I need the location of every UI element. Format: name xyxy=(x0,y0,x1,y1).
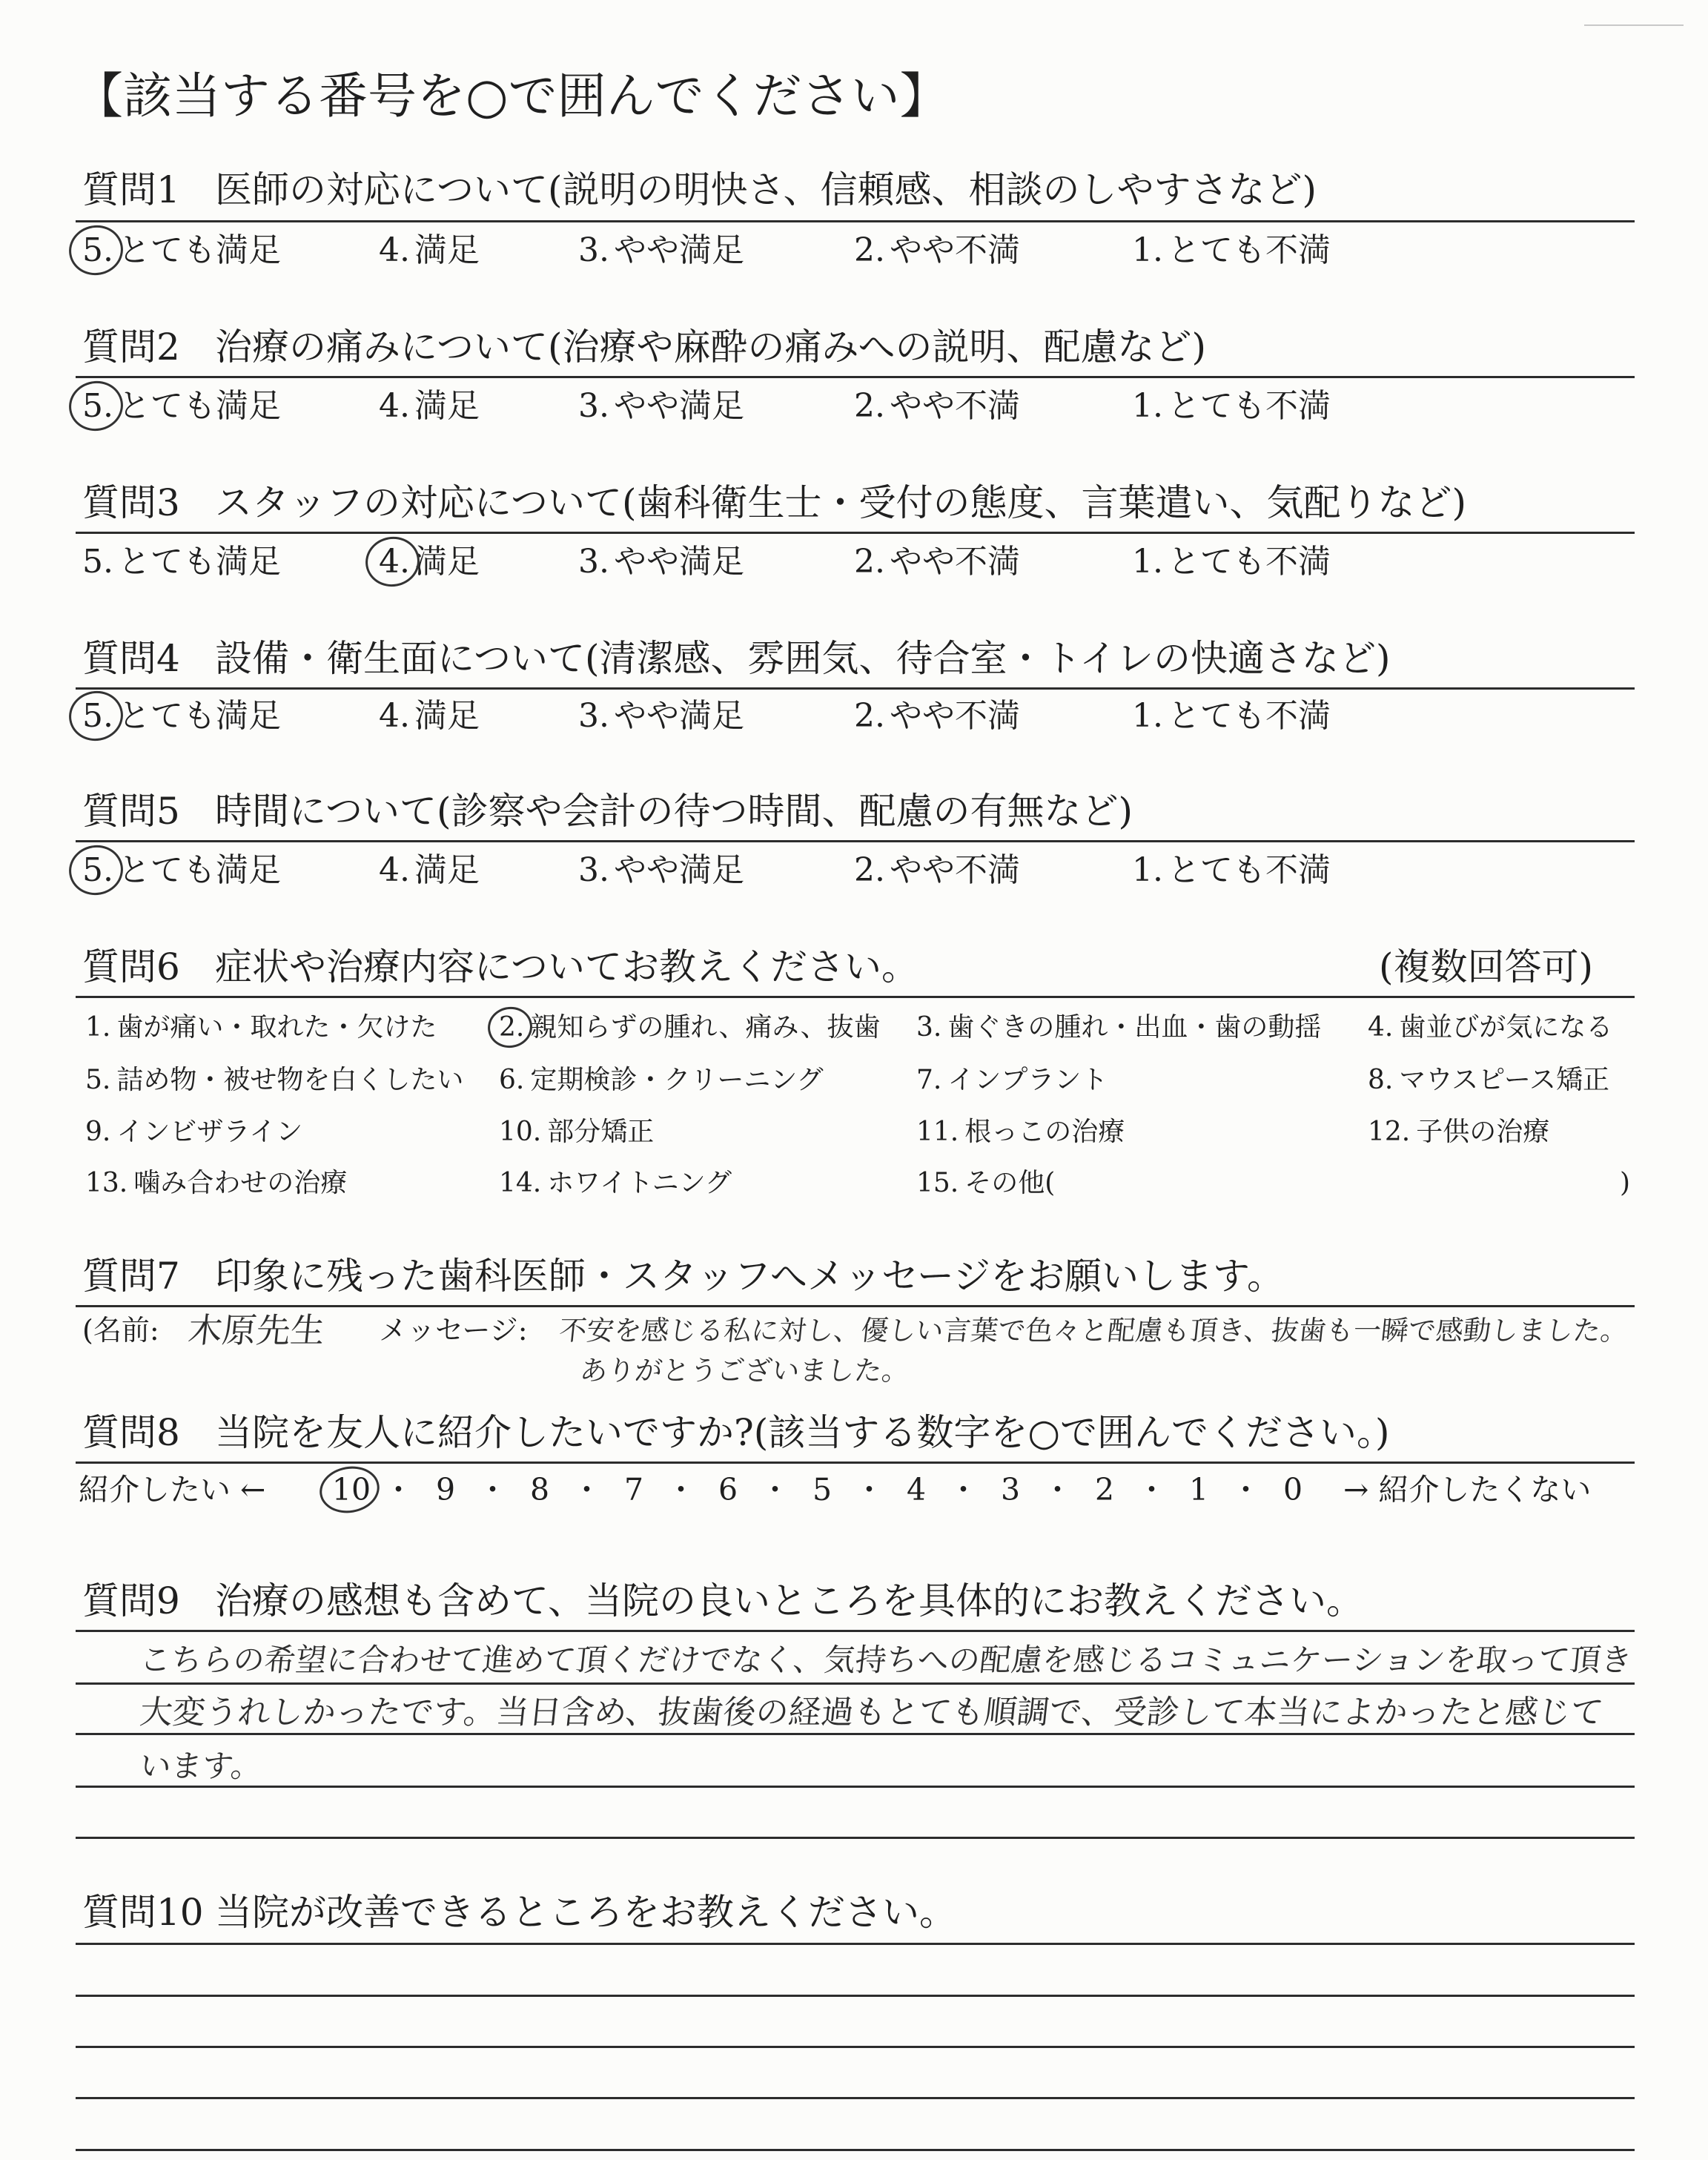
handwritten-message-line-1: 不安を感じる私に対し、優しい言葉で色々と配慮も頂き、抜歯も一瞬で感動しました。 xyxy=(557,1315,1630,1347)
option-number: 2. xyxy=(499,1011,524,1043)
question-1-options xyxy=(0,231,1708,276)
scale-separator: ・ xyxy=(1042,1472,1073,1507)
option-label: とても不満 xyxy=(1167,851,1331,889)
writing-line xyxy=(76,1733,1635,1735)
question-1-option-5 xyxy=(82,231,281,271)
scale-value-9 xyxy=(426,1472,466,1508)
scale-value-5 xyxy=(802,1472,842,1508)
option-label: やや満足 xyxy=(613,387,744,425)
scale-number: 9 xyxy=(435,1472,456,1507)
option-label: やや不満 xyxy=(889,543,1020,581)
symptom-option-12 xyxy=(1368,1116,1549,1148)
option-label: やや満足 xyxy=(613,697,744,735)
question-5-option-1 xyxy=(1132,851,1331,891)
question-10-number: 質問10 xyxy=(82,1891,204,1934)
option-label: マウスピース矯正 xyxy=(1399,1065,1610,1095)
question-6-multiple-note: (複数回答可) xyxy=(1379,945,1594,988)
option-number: 11. xyxy=(916,1117,959,1147)
question-5-options xyxy=(0,851,1708,896)
option-number: 4. xyxy=(379,231,410,269)
option-number: 5. xyxy=(85,1065,111,1095)
option-number: 2. xyxy=(854,697,885,735)
option-label: とても不満 xyxy=(1167,387,1331,425)
option-label: とても満足 xyxy=(117,697,281,735)
question-2-option-2 xyxy=(854,387,1020,426)
option-number: 7. xyxy=(916,1065,942,1095)
question-7-text: 印象に残った歯科医師・スタッフへメッセージをお願いします。 xyxy=(215,1255,1284,1298)
question-5-option-4 xyxy=(379,851,480,891)
option-number: 3. xyxy=(578,697,609,735)
question-4-option-1 xyxy=(1132,697,1331,736)
symptom-option-5 xyxy=(85,1064,463,1096)
question-3-number: 質問3 xyxy=(82,481,180,524)
question-2-option-5 xyxy=(82,387,281,426)
option-number: 1. xyxy=(1132,543,1163,581)
option-label: とても満足 xyxy=(117,851,281,889)
question-3-option-4 xyxy=(379,543,480,582)
option-label: とても不満 xyxy=(1167,543,1331,581)
question-8-number: 質問8 xyxy=(82,1411,180,1454)
option-number: 2. xyxy=(854,851,885,889)
symptom-option-2 xyxy=(499,1011,881,1043)
question-6-number: 質問6 xyxy=(82,945,180,988)
scale-value-1 xyxy=(1179,1472,1219,1508)
question-7-number: 質問7 xyxy=(82,1255,180,1298)
name-field-label: (名前: xyxy=(82,1314,159,1347)
scale-number: 1 xyxy=(1188,1472,1209,1507)
symptom-option-9 xyxy=(85,1116,302,1148)
option-number: 5. xyxy=(82,697,113,736)
question-7-rule xyxy=(76,1305,1635,1307)
scale-number: 5 xyxy=(812,1472,833,1507)
form-instruction-title: 【該当する番号を○で囲んでください】 xyxy=(74,67,949,125)
scale-value-10 xyxy=(331,1472,371,1508)
symptom-option-8 xyxy=(1368,1064,1609,1096)
question-3-option-5 xyxy=(82,543,281,582)
scale-separator: ・ xyxy=(666,1472,696,1507)
question-1-text: 医師の対応について(説明の明快さ、信頼感、相談のしやすさなど) xyxy=(215,168,1317,211)
option-label: 歯が痛い・取れた・欠けた xyxy=(116,1012,437,1043)
question-1-option-1 xyxy=(1132,231,1331,271)
option-label: 満足 xyxy=(414,231,480,269)
question-5-option-2 xyxy=(854,851,1020,891)
option-label: やや不満 xyxy=(889,851,1020,889)
symptom-option-4 xyxy=(1368,1011,1612,1043)
option-number: 14. xyxy=(499,1168,542,1198)
option-number: 10. xyxy=(499,1117,542,1147)
scale-separator: ・ xyxy=(854,1472,884,1507)
option-number: 9. xyxy=(85,1117,111,1147)
scale-number: 10 xyxy=(332,1472,371,1508)
scale-number: 3 xyxy=(1000,1472,1021,1507)
question-8-text: 当院を友人に紹介したいですか?(該当する数字を○で囲んでください。) xyxy=(215,1411,1390,1454)
question-2-option-1 xyxy=(1132,387,1331,426)
option-number: 15. xyxy=(916,1168,959,1198)
question-4-options xyxy=(0,697,1708,742)
handwritten-message-line-2: ありがとうございました。 xyxy=(578,1355,911,1387)
option-number: 1. xyxy=(1132,387,1163,425)
question-5-rule xyxy=(76,840,1635,842)
option-label: 歯ぐきの腫れ・出血・歯の動揺 xyxy=(947,1012,1322,1043)
scale-number: 8 xyxy=(529,1472,550,1507)
option-label: やや満足 xyxy=(613,543,744,581)
handwritten-comment-line-1: こちらの希望に合わせて進めて頂くだけでなく、気持ちへの配慮を感じるコミュニケーションを取って頂き xyxy=(138,1642,1634,1678)
writing-line xyxy=(76,1786,1635,1788)
question-3-option-3 xyxy=(578,543,744,582)
question-6-rule xyxy=(76,996,1635,998)
scale-separator: ・ xyxy=(1231,1472,1261,1507)
question-3-rule xyxy=(76,532,1635,534)
option-label: インビザライン xyxy=(116,1117,303,1147)
question-8-rule xyxy=(76,1462,1635,1464)
option-label: 根っこの治療 xyxy=(964,1117,1125,1147)
option-label: やや不満 xyxy=(889,231,1020,269)
option-label: とても満足 xyxy=(117,231,281,269)
question-4-option-5 xyxy=(82,697,281,736)
option-label: やや満足 xyxy=(613,851,744,889)
option-label: 満足 xyxy=(414,851,480,889)
question-4-number: 質問4 xyxy=(82,637,180,680)
question-4-option-2 xyxy=(854,697,1020,736)
symptom-option-10 xyxy=(499,1116,654,1148)
question-6-text: 症状や治療内容についてお教えください。 xyxy=(215,945,918,988)
writing-line xyxy=(76,2149,1635,2151)
scale-value-2 xyxy=(1085,1472,1125,1508)
scale-right-label: → 紹介したくない xyxy=(1343,1472,1592,1507)
option-number: 4. xyxy=(379,543,410,582)
option-number: 4. xyxy=(379,697,410,735)
option-number: 3. xyxy=(916,1012,942,1043)
writing-line xyxy=(76,1837,1635,1839)
option-label: ホワイトニング xyxy=(547,1168,732,1198)
handwritten-comment-line-2: 大変うれしかったです。当日含め、抜歯後の経過もとても順調で、受診して本当によかったと感じて xyxy=(138,1694,1606,1731)
question-2-rule xyxy=(76,376,1635,378)
option-number: 2. xyxy=(854,543,885,581)
symptom-option-7 xyxy=(916,1064,1108,1096)
option-label: その他( xyxy=(964,1168,1056,1198)
writing-line xyxy=(76,2097,1635,2099)
scale-separator: ・ xyxy=(383,1472,414,1507)
question-9-text: 治療の感想も含めて、当院の良いところを具体的にお教えください。 xyxy=(215,1579,1363,1622)
option-label: 詰め物・被せ物を白くしたい xyxy=(116,1065,464,1095)
option-label: 満足 xyxy=(414,543,480,581)
scale-left-label: 紹介したい ← xyxy=(79,1472,266,1507)
scale-value-7 xyxy=(614,1472,654,1508)
question-2-number: 質問2 xyxy=(82,326,180,369)
scale-separator: ・ xyxy=(477,1472,508,1507)
scale-number: 4 xyxy=(906,1472,927,1507)
question-2-options xyxy=(0,387,1708,432)
option-number: 1. xyxy=(1132,851,1163,889)
scale-value-0 xyxy=(1273,1472,1313,1508)
scale-number: 2 xyxy=(1094,1472,1115,1507)
scale-value-6 xyxy=(708,1472,748,1508)
scale-number: 0 xyxy=(1282,1472,1303,1507)
question-9-number: 質問9 xyxy=(82,1579,180,1622)
option-label: 親知らずの腫れ、痛み、抜歯 xyxy=(530,1012,881,1043)
question-4-text: 設備・衛生面について(清潔感、雰囲気、待合室・トイレの快適さなど) xyxy=(215,637,1391,680)
option-number: 3. xyxy=(578,851,609,889)
recommendation-scale-row xyxy=(0,1472,1708,1516)
option-label: とても不満 xyxy=(1167,231,1331,269)
option-label: インプラント xyxy=(947,1065,1108,1095)
option-number: 3. xyxy=(578,543,609,581)
question-4-option-3 xyxy=(578,697,744,736)
option-number: 12. xyxy=(1368,1117,1411,1147)
handwritten-comment-line-3: います。 xyxy=(138,1748,264,1784)
scale-separator: ・ xyxy=(572,1472,602,1507)
option-number: 2. xyxy=(854,387,885,425)
option-number: 3. xyxy=(578,387,609,425)
option-label: やや不満 xyxy=(889,697,1020,735)
question-3-text: スタッフの対応について(歯科衛生士・受付の態度、言葉遣い、気配りなど) xyxy=(215,481,1467,524)
question-9-rule xyxy=(76,1630,1635,1632)
option-number: 13. xyxy=(85,1168,128,1198)
option-label: 満足 xyxy=(414,697,480,735)
option-number: 5. xyxy=(82,851,113,891)
option-number: 3. xyxy=(578,231,609,269)
symptom-option-14 xyxy=(499,1167,732,1199)
option-number: 5. xyxy=(82,543,113,581)
option-label: とても不満 xyxy=(1167,697,1331,735)
question-4-rule xyxy=(76,687,1635,690)
writing-line xyxy=(76,1995,1635,1997)
scale-separator: ・ xyxy=(1136,1472,1167,1507)
scale-separator: ・ xyxy=(948,1472,979,1507)
option-number: 6. xyxy=(499,1065,525,1095)
option-number: 1. xyxy=(1132,231,1163,269)
scale-value-4 xyxy=(896,1472,936,1508)
symptom-option-11 xyxy=(916,1116,1125,1148)
option-number: 5. xyxy=(82,387,113,426)
option-label: とても満足 xyxy=(117,543,281,581)
scan-edge-mark xyxy=(1584,24,1684,26)
answer-circle-mark xyxy=(485,1003,535,1051)
question-5-option-3 xyxy=(578,851,744,891)
symptom-option-1 xyxy=(85,1011,437,1043)
scale-number: 6 xyxy=(718,1472,738,1507)
option-number: 5. xyxy=(82,231,113,271)
question-5-number: 質問5 xyxy=(82,790,180,833)
writing-line xyxy=(76,2046,1635,2048)
question-1-rule xyxy=(76,220,1635,222)
scale-number: 7 xyxy=(623,1472,644,1507)
symptom-option-13 xyxy=(85,1167,347,1199)
option-number: 2. xyxy=(854,231,885,269)
option-label: やや不満 xyxy=(889,387,1020,425)
question-1-option-2 xyxy=(854,231,1020,271)
message-field-label: メッセージ: xyxy=(379,1314,528,1347)
question-4-option-4 xyxy=(379,697,480,736)
writing-line xyxy=(76,1682,1635,1685)
option-label: 定期検診・クリーニング xyxy=(530,1065,824,1095)
option-label: やや満足 xyxy=(613,231,744,269)
question-3-options xyxy=(0,543,1708,587)
option-label: とても満足 xyxy=(117,387,281,425)
option-number: 8. xyxy=(1368,1065,1394,1095)
question-2-option-3 xyxy=(578,387,744,426)
question-5-text: 時間について(診察や会計の待つ時間、配慮の有無など) xyxy=(215,790,1133,833)
question-3-option-2 xyxy=(854,543,1020,582)
option-number: 4. xyxy=(379,851,410,889)
question-2-option-4 xyxy=(379,387,480,426)
option-number: 1. xyxy=(1132,697,1163,735)
symptom-option-3 xyxy=(916,1011,1321,1043)
question-1-option-4 xyxy=(379,231,480,271)
question-1-option-3 xyxy=(578,231,744,271)
recommendation-scale xyxy=(331,1472,1313,1508)
option-number: 1. xyxy=(85,1012,111,1043)
option-label: 満足 xyxy=(414,387,480,425)
question-10-text: 当院が改善できるところをお教えください。 xyxy=(215,1891,956,1934)
question-2-text: 治療の痛みについて(治療や麻酔の痛みへの説明、配慮など) xyxy=(215,326,1207,369)
symptom-option-15-other xyxy=(916,1167,1055,1199)
question-1-number: 質問1 xyxy=(82,168,180,211)
symptom-option-6 xyxy=(499,1064,824,1096)
question-3-option-1 xyxy=(1132,543,1331,582)
scale-value-3 xyxy=(990,1472,1030,1508)
option-label: 部分矯正 xyxy=(547,1117,655,1147)
scale-separator: ・ xyxy=(760,1472,790,1507)
other-close-paren: ) xyxy=(1620,1168,1631,1198)
question-5-option-5 xyxy=(82,851,281,891)
option-number: 4. xyxy=(1368,1012,1394,1043)
option-number: 4. xyxy=(379,387,410,425)
option-label: 子供の治療 xyxy=(1416,1117,1550,1147)
handwritten-name: 木原先生 xyxy=(186,1310,327,1350)
question-10-rule xyxy=(76,1943,1635,1945)
option-label: 噛み合わせの治療 xyxy=(133,1168,348,1198)
scale-value-8 xyxy=(520,1472,560,1508)
option-label: 歯並びが気になる xyxy=(1399,1012,1613,1043)
